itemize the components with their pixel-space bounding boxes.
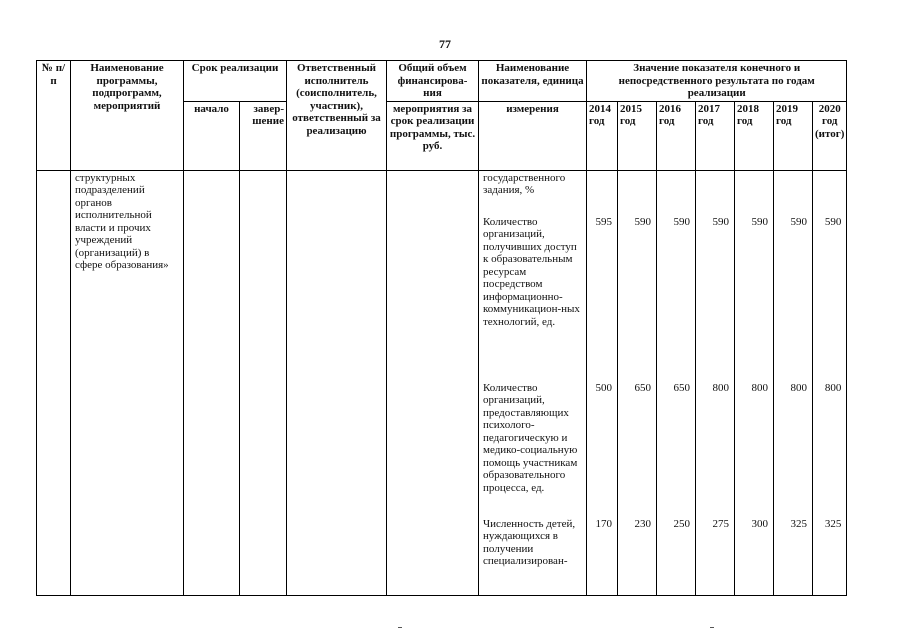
scan-mark	[398, 627, 402, 628]
scan-mark	[710, 627, 714, 628]
value-3-2017: 275	[712, 517, 729, 530]
value-1-2017: 590	[712, 215, 729, 228]
value-3-2020: 325	[824, 517, 842, 530]
indicator-2: Количество организаций, предоставляющих психолого-педагогическую и медико-социальную помощь участникам образовательного процесса, ед.	[483, 381, 578, 494]
header-term: Срок реализации	[184, 61, 287, 102]
header-term-end-line2: шение	[252, 115, 284, 127]
header-term-start: начало	[184, 101, 240, 170]
header-name: Наименование программы, подпрограмм, мероприятий	[71, 61, 184, 171]
value-3-2018: 300	[751, 517, 768, 530]
header-term-end-line1: завер-	[253, 102, 284, 115]
value-2-2017: 800	[712, 381, 729, 394]
value-1-2020: 590	[824, 215, 842, 228]
header-year-2019: 2019 год	[774, 101, 813, 170]
cell-2016	[657, 170, 696, 595]
value-3-2014: 170	[595, 517, 612, 530]
cell-responsible	[287, 170, 387, 595]
header-responsible: Ответственный исполнитель (соисполнитель, участник), ответственный за реализацию	[287, 61, 387, 171]
cell-term-start	[184, 170, 240, 595]
cell-volume	[387, 170, 479, 595]
indicator-1: Количество организаций, получивших доступ к образовательным ресурсам посредством информационно-коммуникацион-ных технологий, ед.	[483, 215, 580, 328]
header-year-2015: 2015 год	[618, 101, 657, 170]
value-3-2016: 250	[673, 517, 690, 530]
indicator-3: Численность детей, нуждающихся в получении специализирован-	[483, 517, 576, 567]
header-values-title: Значение показателя конечного и непосредственного результата по годам реализации	[587, 61, 847, 102]
indicator-tail: государственного задания, %	[483, 171, 566, 196]
value-3-2015: 230	[634, 517, 651, 530]
value-2-2018: 800	[751, 381, 768, 394]
header-term-end	[240, 101, 287, 170]
header-volume-top: Общий объем финансирова-ния	[387, 61, 479, 102]
header-year-2016: 2016 год	[657, 101, 696, 170]
cell-2018	[735, 170, 774, 595]
header-indicator-top: Наименование показателя, единица	[479, 61, 587, 102]
value-1-2016: 590	[673, 215, 690, 228]
cell-2020	[813, 170, 847, 595]
value-1-2015: 590	[634, 215, 651, 228]
header-volume-bottom: мероприятия за срок реализации программы, тыс. руб.	[387, 101, 479, 170]
value-2-2019: 800	[790, 381, 807, 394]
cell-2014	[587, 170, 618, 595]
row-name: структурных подразделений органов исполнительной власти и прочих учреждений (организаций) в сфере образования»	[75, 171, 169, 271]
value-2-2015: 650	[634, 381, 651, 394]
value-1-2019: 590	[790, 215, 807, 228]
header-year-2020: 2020 год (итог)	[813, 101, 847, 170]
cell-name	[71, 170, 184, 595]
header-year-2018: 2018 год	[735, 101, 774, 170]
program-table	[36, 60, 847, 596]
header-num: № п/п	[37, 61, 71, 171]
page-number: 77	[439, 37, 451, 51]
header-indicator-bottom: измерения	[479, 101, 587, 170]
value-2-2020: 800	[824, 381, 842, 394]
cell-num	[37, 170, 71, 595]
cell-indicators	[479, 170, 587, 595]
header-year-2017: 2017 год	[696, 101, 735, 170]
cell-2019	[774, 170, 813, 595]
cell-term-end	[240, 170, 287, 595]
cell-2015	[618, 170, 657, 595]
value-3-2019: 325	[790, 517, 807, 530]
value-2-2014: 500	[595, 381, 612, 394]
header-year-2014: 2014 год	[587, 101, 618, 170]
value-2-2016: 650	[673, 381, 690, 394]
value-1-2014: 595	[595, 215, 612, 228]
cell-2017	[696, 170, 735, 595]
value-1-2018: 590	[751, 215, 768, 228]
